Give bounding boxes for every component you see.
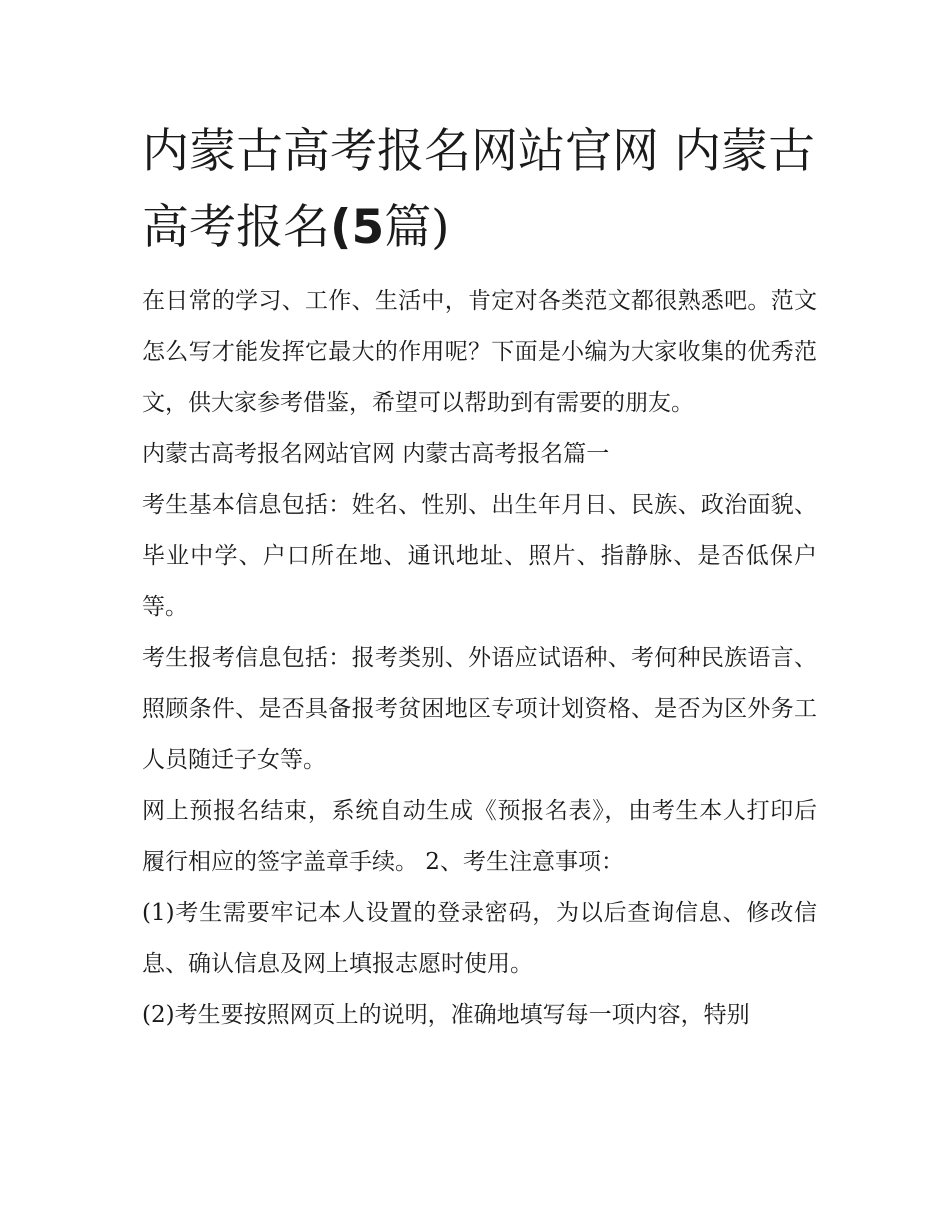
document-title (142, 114, 822, 266)
paragraph-section-heading: 内蒙古高考报名网站官网 内蒙古高考报名篇一 (142, 441, 610, 467)
document-body (142, 276, 817, 1041)
title-main: 内蒙古高考报名网站官网 内蒙古高考报名 (142, 124, 815, 255)
title-count: (5 (330, 200, 385, 255)
paragraph-note-1: (1)考生需要牢记本人设置的登录密码，为以后查询信息、修改信息、确认信息及网上填报志愿时使用。 (142, 900, 817, 977)
paragraph-note-2: (2)考生要按照网页上的说明，准确地填写每一项内容，特别 (142, 1002, 750, 1028)
paragraph-exam-info: 考生报考信息包括：报考类别、外语应试语种、考何种民族语言、照顾条件、是否具备报考贫困地区专项计划资格、是否为区外务工人员随迁子女等。 (142, 645, 817, 773)
paragraph-pre-registration: 网上预报名结束，系统自动生成《预报名表》，由考生本人打印后履行相应的签字盖章手续。 2、考生注意事项： (142, 798, 817, 875)
paragraph-basic-info: 考生基本信息包括：姓名、性别、出生年月日、民族、政治面貌、毕业中学、户口所在地、通讯地址、照片、指静脉、是否低保户等。 (142, 492, 817, 620)
paragraph-intro: 在日常的学习、工作、生活中，肯定对各类范文都很熟悉吧。范文怎么写才能发挥它最大的作用呢？下面是小编为大家收集的优秀范文，供大家参考借鉴，希望可以帮助到有需要的朋友。 (142, 288, 817, 416)
title-tail: 篇) (384, 200, 450, 255)
